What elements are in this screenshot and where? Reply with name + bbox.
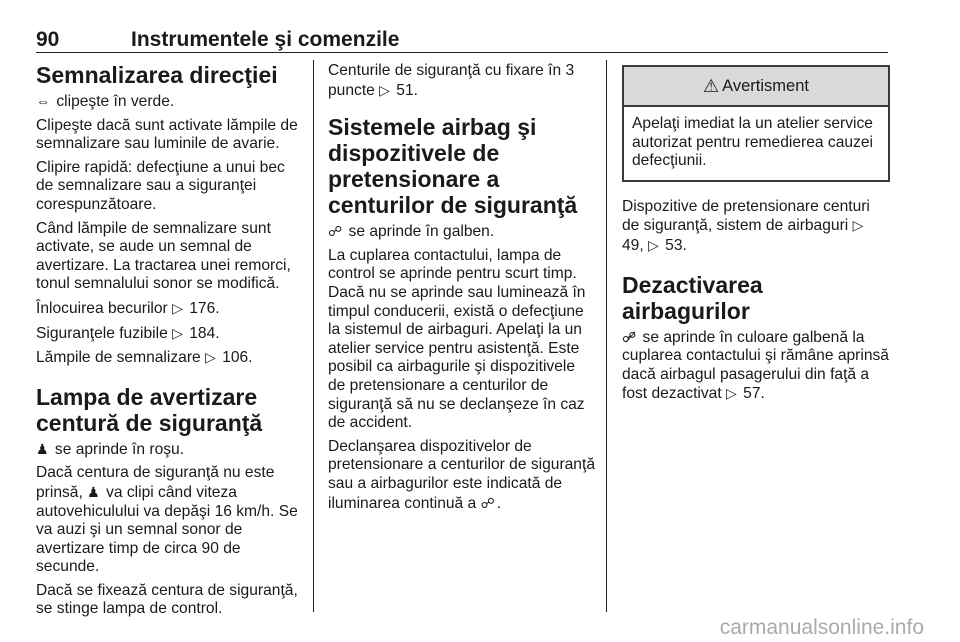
paragraph-text: va clipi când viteza autovehiculului va depăşi 16 km/h. Se va auzi şi un semnal sonor de avertizare timp de circa 90 de secunde. <box>36 483 298 576</box>
reference-signal-lamps[interactable] <box>36 348 304 368</box>
reference-arrow-icon: ▷ <box>172 324 183 341</box>
warning-title: Avertisment <box>722 76 809 95</box>
heading-seatbelt-reminder: Lampa de avertizare centură de siguranţă <box>36 383 263 436</box>
reference-page: 51. <box>396 81 418 99</box>
paragraph: Dacă se fixează centura de siguranţă, se stinge lampa de control. <box>36 581 298 618</box>
paragraph <box>36 92 304 112</box>
reference-text: Înlocuirea becurilor <box>36 299 168 317</box>
heading-turn-signal: Semnalizarea direcţiei <box>36 62 278 88</box>
paragraph-text: Dacă centura de siguranţă nu este prinsă, <box>36 464 275 501</box>
airbag-icon: ☍ <box>480 494 495 511</box>
reference-seatbelts[interactable] <box>328 62 596 100</box>
paragraph-text: Declanşarea dispozitivelor de pretensionare a centurilor de siguranţă sau a airbagurilor este indicată de iluminarea continuă a <box>328 437 595 512</box>
reference-arrow-icon: ▷ <box>648 236 659 253</box>
column-divider-2 <box>606 60 607 612</box>
warning-box <box>622 65 890 182</box>
reference-page: 57. <box>743 385 765 403</box>
watermark: carmanualsonline.info <box>719 616 924 639</box>
paragraph: Clipeşte dacă sunt activate lămpile de semnalizare sau luminile de avarie. <box>36 116 298 153</box>
paragraph-text: se aprinde în roşu. <box>54 440 185 458</box>
column-2 <box>328 62 596 518</box>
running-title: Instrumentele şi comenzile <box>131 28 400 51</box>
paragraph <box>328 222 596 242</box>
paragraph-text: se aprinde în culoare galbenă la cuplarea contactului şi rămâne aprinsă dacă airbagul pasagerului din faţă a fost dezactivat <box>622 328 889 403</box>
paragraph <box>36 440 304 460</box>
reference-text: Centurile de siguranţă cu fixare în 3 puncte <box>328 62 575 99</box>
page-header <box>36 28 888 52</box>
reference-page: 49, <box>622 236 644 254</box>
reference-fuses[interactable] <box>36 324 304 344</box>
reference-arrow-icon: ▷ <box>172 299 183 316</box>
warning-icon: ⚠ <box>703 75 720 96</box>
reference-page: 176. <box>189 299 220 317</box>
reference-text: Lămpile de semnalizare <box>36 349 201 367</box>
paragraph-text: clipeşte în verde. <box>56 93 175 110</box>
reference-page: 106. <box>222 349 253 367</box>
header-rule <box>36 52 888 53</box>
column-3 <box>622 62 890 409</box>
warning-header <box>624 67 888 107</box>
paragraph: Clipire rapidă: defecţiune a unui bec de semnalizare sau a siguranţei corespunzătoare. <box>36 158 285 213</box>
reference-text: Siguranţele fuzibile <box>36 324 168 342</box>
airbag-off-icon: ☍̸ <box>622 328 637 345</box>
airbag-icon: ☍ <box>328 223 343 240</box>
reference-arrow-icon: ▷ <box>726 385 737 402</box>
reference-bulbs[interactable] <box>36 299 304 319</box>
paragraph <box>36 464 304 577</box>
seatbelt-icon: ♟ <box>87 483 100 500</box>
reference-arrow-icon: ▷ <box>379 81 390 98</box>
heading-airbag-systems: Sistemele airbag şi dispozitivele de pretensionare a centurilor de siguranţă <box>328 114 578 219</box>
column-divider-1 <box>313 60 314 612</box>
paragraph: La cuplarea contactului, lampa de control se aprinde pentru scurt timp. Dacă nu se aprinde sau luminează în timpul conducerii, există o defecţiune la sistemul de airbaguri. Apelaţi la un atelier service pentru asistenţă. Este posibil ca airbagurile şi dispozitivele de pretensionare a centurilor de siguranţă să nu se declanşeze în caz de accident. <box>328 246 586 432</box>
reference-page: 184. <box>189 324 220 342</box>
paragraph <box>622 328 890 404</box>
paragraph: Când lămpile de semnalizare sunt activate, se aude un semnal de avertizare. La tractarea unei remorci, tonul semnalului sonor se modifică. <box>36 219 291 293</box>
warning-body: Apelaţi imediat la un atelier service autorizat pentru remedierea cauzei defecţiunii. <box>632 115 873 170</box>
page-number: 90 <box>36 28 60 51</box>
reference-text: Dispozitive de pretensionare centuri de siguranţă, sistem de airbaguri <box>622 197 870 235</box>
seatbelt-icon: ♟ <box>36 440 49 457</box>
paragraph-text: se aprinde în galben. <box>348 223 495 241</box>
turn-signal-icon: ⇔ <box>36 93 50 109</box>
column-1 <box>36 62 304 624</box>
reference-arrow-icon: ▷ <box>205 349 216 366</box>
paragraph: Declanşarea dispozitivelor de pretensionare a centurilor de siguranţă sau a airbagurilor este indicată de iluminarea continuă a ☍ . <box>328 437 595 512</box>
reference-arrow-icon: ▷ <box>852 217 864 234</box>
reference-pretensioners[interactable] <box>622 198 890 256</box>
reference-page: 53. <box>665 236 687 254</box>
heading-airbag-deactivation: Dezactivarea airbagurilor <box>622 271 763 324</box>
